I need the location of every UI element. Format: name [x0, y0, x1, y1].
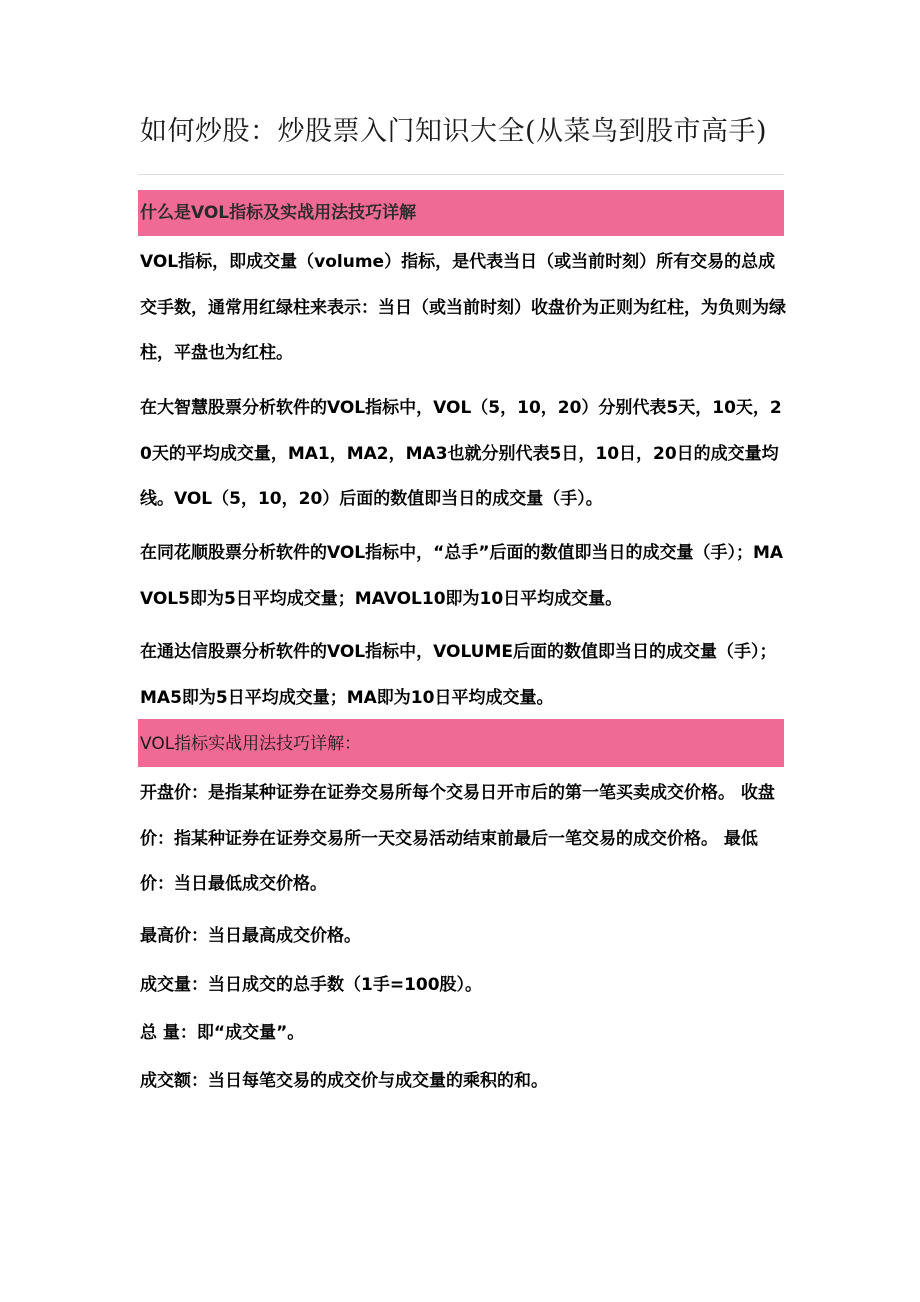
section-heading-vol-indicator: 什么是VOL指标及实战用法技巧详解	[138, 190, 784, 236]
paragraph-dazhihui: 在大智慧股票分析软件的VOL指标中，VOL（5，10，20）分别代表5天，10天，20天的平均成交量，MA1，MA2，MA3也就分别代表5日，10日，20日的成交量均线。VOL（5，10，20）后面的数值即当日的成交量（手）。	[140, 398, 782, 509]
paragraph-tongdaxin: 在通达信股票分析软件的VOL指标中，VOLUME后面的数值即当日的成交量（手）；MA5即为5日平均成交量；MA即为10日平均成交量。	[140, 642, 777, 708]
title-divider	[138, 174, 784, 175]
paragraph-tonghuashun: 在同花顺股票分析软件的VOL指标中，“总手”后面的数值即当日的成交量（手）；MAVOL5即为5日平均成交量；MAVOL10即为10日平均成交量。	[140, 543, 784, 609]
line-volume: 成交量：当日成交的总手数（1手=100股）。	[140, 975, 483, 995]
line-highest-price: 最高价：当日最高成交价格。	[140, 926, 361, 946]
paragraph-price-definitions: 开盘价：是指某种证券在证券交易所每个交易日开市后的第一笔买卖成交价格。 收盘价：指某种证券在证券交易所一天交易活动结束前最后一笔交易的成交价格。 最低价：当日最低成交价格。	[140, 783, 775, 894]
line-turnover: 成交额：当日每笔交易的成交价与成交量的乘积的和。	[140, 1071, 548, 1091]
line-total-volume: 总 量：即“成交量”。	[140, 1023, 305, 1043]
paragraph-vol-definition: VOL指标，即成交量（volume）指标，是代表当日（或当前时刻）所有交易的总成交手数，通常用红绿柱来表示：当日（或当前时刻）收盘价为正则为红柱，为负则为绿柱，平盘也为红柱。	[140, 252, 786, 363]
section-heading-vol-techniques: VOL指标实战用法技巧详解：	[138, 719, 784, 767]
document-title: 如何炒股：炒股票入门知识大全(从菜鸟到股市高手)	[140, 116, 768, 147]
